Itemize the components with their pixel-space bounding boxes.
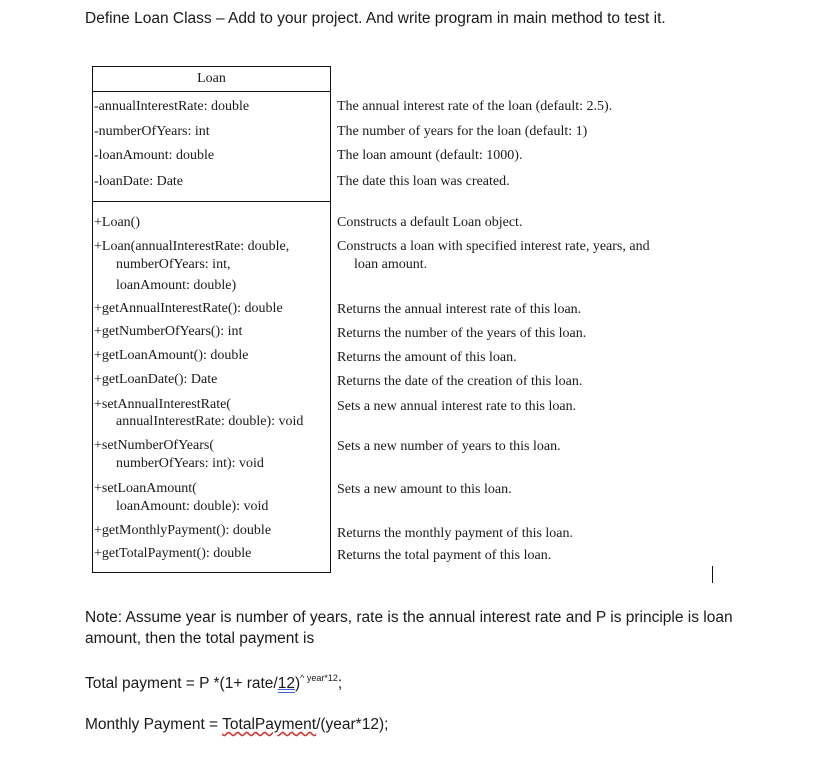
uml-method: +getLoanAmount(): double	[94, 348, 249, 363]
total-payment-formula	[85, 673, 342, 693]
monthly-payment-formula	[85, 716, 388, 734]
uml-method-continuation: loanAmount: double)	[116, 278, 237, 293]
uml-section-divider	[93, 201, 330, 202]
uml-attribute-description: The date this loan was created.	[337, 174, 510, 189]
uml-method-continuation: annualInterestRate: double): void	[116, 414, 304, 429]
uml-method: +setNumberOfYears(	[94, 438, 215, 453]
formula-twelve: 12	[277, 675, 295, 692]
uml-method: +getAnnualInterestRate(): double	[94, 301, 283, 316]
document-heading: Define Loan Class – Add to your project. And write program in main method to test it.	[85, 10, 666, 27]
uml-method-description: Returns the annual interest rate of this loan.	[337, 302, 582, 317]
formula-suffix: ;	[337, 675, 343, 692]
uml-attribute: -loanAmount: double	[94, 148, 215, 163]
uml-attribute-description: The number of years for the loan (default: 1)	[337, 124, 588, 139]
uml-attribute: -numberOfYears: int	[94, 124, 210, 139]
uml-method: +getTotalPayment(): double	[94, 546, 252, 561]
uml-method-continuation: numberOfYears: int): void	[116, 456, 264, 471]
uml-method: +Loan(annualInterestRate: double,	[94, 239, 290, 254]
uml-method-description: Sets a new number of years to this loan.	[337, 439, 561, 454]
uml-method: +getLoanDate(): Date	[94, 372, 218, 387]
formula-prefix: Total payment = P *(1+ rate/	[85, 675, 278, 692]
uml-method: +getMonthlyPayment(): double	[94, 523, 272, 538]
uml-method-description: Constructs a default Loan object.	[337, 215, 523, 230]
formula-total-payment: TotalPayment	[222, 716, 317, 733]
formula-exponent: ^ year*12	[300, 673, 338, 683]
text-cursor	[712, 566, 713, 583]
uml-attribute: -loanDate: Date	[94, 174, 184, 189]
uml-attribute: -annualInterestRate: double	[94, 99, 250, 114]
uml-attribute-description: The loan amount (default: 1000).	[337, 148, 523, 163]
uml-method-continuation: numberOfYears: int,	[116, 257, 231, 272]
uml-method-continuation: loanAmount: double): void	[116, 499, 269, 514]
uml-method-description: loan amount.	[354, 257, 428, 272]
uml-method: +setAnnualInterestRate(	[94, 397, 231, 412]
uml-method-description: Constructs a loan with specified interest rate, years, and	[337, 239, 650, 254]
uml-method: +setLoanAmount(	[94, 481, 197, 496]
uml-attribute-description: The annual interest rate of the loan (default: 2.5).	[337, 99, 613, 114]
formula-suffix: /(year*12);	[316, 716, 389, 733]
uml-method-description: Sets a new annual interest rate to this loan.	[337, 399, 577, 414]
uml-method-description: Returns the date of the creation of this loan.	[337, 374, 583, 389]
uml-method-description: Returns the amount of this loan.	[337, 350, 517, 365]
uml-method: +getNumberOfYears(): int	[94, 324, 243, 339]
uml-method-description: Returns the monthly payment of this loan.	[337, 526, 574, 541]
formula-close: )	[294, 675, 301, 692]
uml-method-description: Returns the number of the years of this loan.	[337, 326, 587, 341]
uml-class-name: Loan	[93, 67, 330, 92]
formula-prefix: Monthly Payment =	[85, 716, 223, 733]
uml-method-description: Sets a new amount to this loan.	[337, 482, 512, 497]
note-paragraph: Note: Assume year is number of years, rate is the annual interest rate and P is principle is loan amount, then the total payment is	[85, 609, 733, 647]
uml-method: +Loan()	[94, 215, 140, 230]
uml-method-description: Returns the total payment of this loan.	[337, 548, 552, 563]
